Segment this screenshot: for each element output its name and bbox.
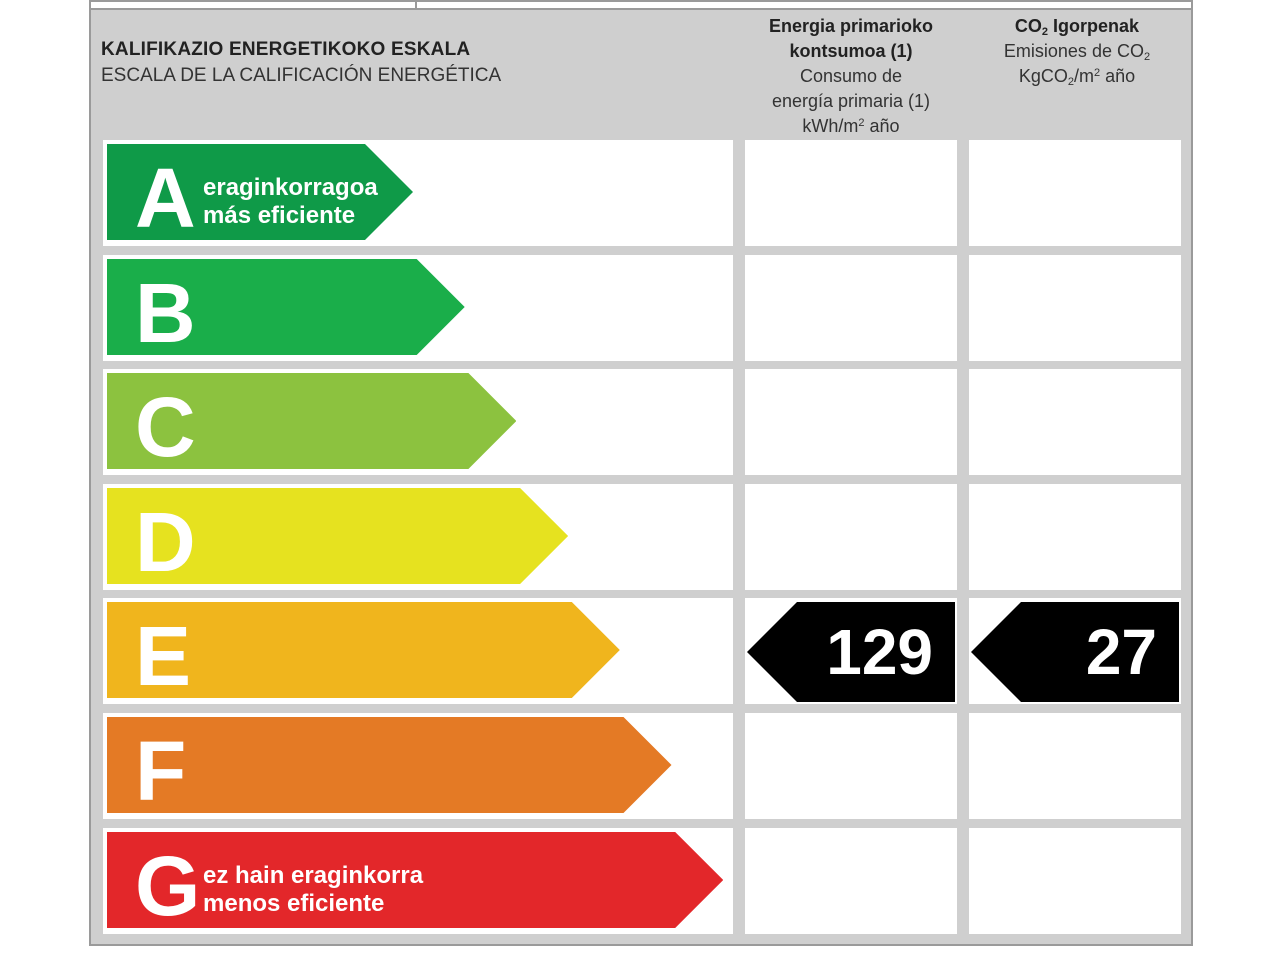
scale-cell: [103, 140, 733, 246]
energy-header-line2: kontsumoa (1): [789, 41, 913, 61]
co2-cell: [969, 828, 1181, 934]
rating-arrow-a: [107, 144, 413, 245]
rating-row-e: [103, 598, 1183, 704]
rating-row-f: [103, 713, 1183, 819]
rating-arrow-shape: [107, 717, 672, 813]
energy-cell: [745, 369, 957, 475]
energy-column-header: [746, 14, 956, 139]
energy-indicator: [747, 602, 955, 702]
co2-cell: [969, 140, 1181, 246]
scale-cell: [103, 598, 733, 704]
rating-row-d: [103, 484, 1183, 590]
scale-cell: [103, 484, 733, 590]
top-strip: [91, 2, 1191, 10]
co2-cell: [969, 713, 1181, 819]
rating-row-g: [103, 828, 1183, 934]
rating-label-eu: ez hain eraginkorra: [203, 861, 424, 889]
rating-label-es: más eficiente: [203, 202, 356, 229]
energy-value: 129: [826, 616, 933, 689]
energy-cell: [745, 713, 957, 819]
energy-header-line1: Energia primarioko: [768, 16, 934, 36]
co2-value: 27: [1085, 616, 1157, 689]
rating-row-b: [103, 255, 1183, 361]
energy-cell: [745, 598, 957, 704]
co2-header-line2: Emisiones de $CO_2$: [1003, 41, 1151, 63]
rating-arrow-f: [107, 717, 672, 818]
energy-cell: [745, 828, 957, 934]
scale-cell: [103, 369, 733, 475]
rating-arrow-c: [107, 373, 516, 475]
rating-arrow-g: [107, 832, 723, 933]
energy-header-line3: Consumo de: [799, 66, 903, 86]
co2-column-header: [971, 14, 1183, 89]
energy-header-line4: energía primaria (1): [771, 91, 931, 111]
rating-label-es: menos eficiente: [203, 889, 385, 917]
rating-arrow-d: [107, 488, 568, 589]
co2-cell: [969, 255, 1181, 361]
co2-indicator: [971, 602, 1179, 702]
energy-label-frame: [89, 0, 1193, 946]
rating-letter: B: [135, 265, 196, 360]
rating-letter: G: [135, 838, 201, 933]
rating-row-a: [103, 140, 1183, 246]
scale-subtitle: ESCALA DE LA CALIFICACIÓN ENERGÉTICA: [101, 65, 502, 86]
scale-cell: [103, 713, 733, 819]
scale-cell: [103, 828, 733, 934]
co2-cell: [969, 484, 1181, 590]
rating-arrow-fill: [107, 717, 672, 813]
energy-cell: [745, 484, 957, 590]
rating-letter: F: [135, 724, 187, 818]
energy-header-unit: kWh/$m^2$ año: [802, 116, 900, 136]
top-strip-divider: [415, 2, 417, 8]
energy-cell: [745, 140, 957, 246]
energy-cell: [745, 255, 957, 361]
scale-cell: [103, 255, 733, 361]
rating-letter: E: [135, 609, 192, 704]
rating-row-c: [103, 369, 1183, 475]
co2-header-unit: $KgCO_2/m^2$ año: [1018, 66, 1136, 88]
rating-arrow-b: [107, 259, 465, 360]
co2-cell: [969, 598, 1181, 704]
rating-label-eu: eraginkorragoa: [203, 174, 378, 201]
scale-title: KALIFIKAZIO ENERGETIKOKO ESKALA: [101, 39, 471, 60]
rating-letter: A: [135, 151, 196, 245]
rating-letter: C: [135, 380, 196, 475]
co2-cell: [969, 369, 1181, 475]
rating-letter: D: [135, 494, 196, 589]
co2-header-line1: $CO_2$ Igorpenak: [1014, 16, 1140, 38]
rating-arrow-e: [107, 602, 620, 704]
